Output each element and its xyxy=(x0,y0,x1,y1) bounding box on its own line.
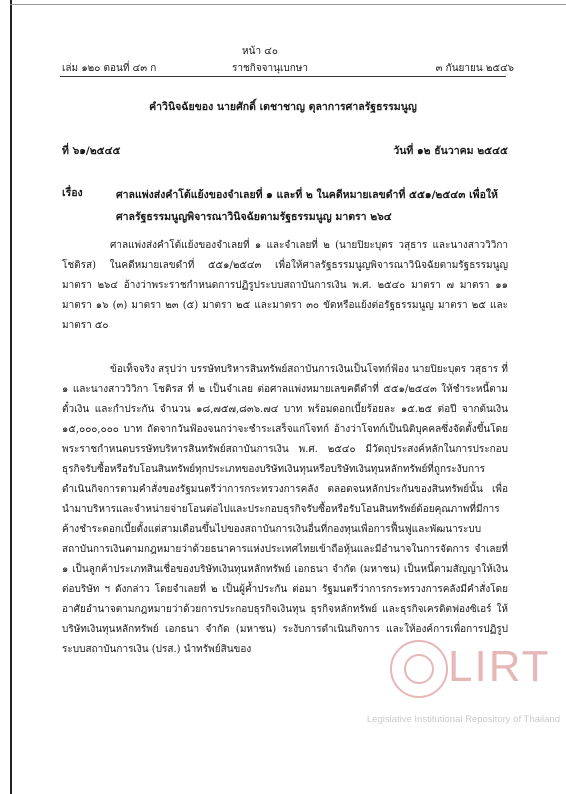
decision-number: ที่ ๖๑/๒๕๔๕ xyxy=(62,145,121,157)
document-title: คำวินิจฉัยของ นายศักดิ์ เตชาชาญ ตุลาการศาลรัฐธรรมนูญ xyxy=(149,101,417,113)
header-divider xyxy=(60,76,506,77)
scan-top-edge xyxy=(10,4,566,5)
paragraph-1: ศาลแพ่งส่งคำโต้แย้งของจำเลยที่ ๑ และจำเลยที่ ๒ (นายปิยะบุตร วสุธาร และนางสาววิวิกา โชติรส) ในคดีหมายเลขดำที่ ๕๕๑/๒๕๔๓ เพื่อให้ศาลรัฐธรรมนูญพิจารณาวินิจฉัยตามรัฐธรรมนูญ มาตรา ๒๖๔ อ้างว่าพระราชกำหนดการปฏิรูประบบสถาบันการเงิน พ.ศ. ๒๕๔๐ มาตรา ๗ มาตรา ๑๑ มาตรา ๑๖ (๓) มาตรา ๒๓ (๕) มาตรา ๒๕ และมาตรา ๓๐ ขัดหรือแย้งต่อรัฐธรรมนูญ มาตรา ๒๕ และมาตรา ๕๐ xyxy=(62,240,508,331)
subject-text: ศาลแพ่งส่งคำโต้แย้งของจำเลยที่ ๑ และที่ ๒ ในคดีหมายเลขดำที่ ๕๕๑/๒๕๔๓ เพื่อให้ศาลรัฐธรรมนูญพิจารณาวินิจฉัยตามรัฐธรรมนูญ มาตรา ๒๖๔ xyxy=(116,189,498,223)
seal-icon xyxy=(390,640,448,698)
watermark-logo: LIRT xyxy=(448,642,551,691)
gazette-name: ราชกิจจานุเบกษา xyxy=(231,63,309,74)
gazette-volume: เล่ม ๑๒๐ ตอนที่ ๔๓ ก xyxy=(62,63,157,74)
paragraph-2: ข้อเท็จจริง สรุปว่า บรรษัทบริหารสินทรัพย์สถาบันการเงินเป็นโจทก์ฟ้อง นายปิยะบุตร วสุธาร ที่ ๑ และนางสาววิวิกา โชติรส ที่ ๒ เป็นจำเลย ต่อศาลแพ่งหมายเลขคดีดำที่ ๕๕๑/๒๕๔๓ ให้ชำระหนี้ตามตั๋วเงิน และกำประกัน จำนวน ๑๘,๗๕๗,๘๓๖.๗๔ บาท พร้อมดอกเบี้ยร้อยละ ๑๕.๒๕ ต่อปี จากต้นเงิน ๑๕,๐๐๐,๐๐๐ บาท ถัดจากวันฟ้องจนกว่าจะชำระเสร็จแก่โจทก์ อ้างว่าโจทก์เป็นนิติบุคคลซึ่งจัดตั้งขึ้นโดยพระราชกำหนดบรรษัทบริหารสินทรัพย์สถาบันการเงิน พ.ศ. ๒๕๔๐ มีวัตถุประสงค์หลักในการประกอบธุรกิจรับซื้อหรือรับโอนสินทรัพย์ทุกประเภทของบริษัทเงินทุนหรือบริษัทเงินทุนหลักทรัพย์ที่ถูกระงับการดำเนินกิจการตามคำสั่งของรัฐมนตรีว่าการกระทรวงการคลัง ตลอดจนหลักประกันของสินทรัพย์นั้น เพื่อนำมาบริหารและจำหน่ายจ่ายโอนต่อไปและประกอบธุรกิจรับซื้อหรือรับโอนสินทรัพย์ด้อยคุณภาพที่มีการค้างชำระดอกเบี้ยตั้งแต่สามเดือนขึ้นไปของสถาบันการเงินอื่นที่กองทุนเพื่อการฟื้นฟูและพัฒนาระบบสถาบันการเงินตามกฎหมายว่าด้วยธนาคารแห่งประเทศไทยเข้าถือหุ้นและมีอำนาจในการจัดการ จำเลยที่ ๑ เป็นลูกค้าประเภทสินเชื่อของบริษัทเงินทุนหลักทรัพย์ เอกธนา จำกัด (มหาชน) เป็นหนี้ตามสัญญาให้เงินต่อบริษัท ฯ ดังกล่าว โดยจำเลยที่ ๒ เป็นผู้ค้ำประกัน ต่อมา รัฐมนตรีว่าการกระทรวงการคลังมีคำสั่งโดยอาศัยอำนาจตามกฎหมายว่าด้วยการประกอบธุรกิจเงินทุน ธุรกิจหลักทรัพย์ และธุรกิจเครดิตฟองซิเอร์ ให้บริษัทเงินทุนหลักทรัพย์ เอกธนา จำกัด (มหาชน) ระงับการดำเนินกิจการ และให้องค์การเพื่อการปฏิรูประบบสถาบันการเงิน (ปรส.) นำทรัพย์สินของ xyxy=(62,364,508,655)
watermark-caption: Legislative Institutional Repository of Thailand xyxy=(366,714,560,725)
watermark xyxy=(366,640,560,770)
scan-edge xyxy=(10,0,12,794)
page-number: หน้า ๔๐ xyxy=(242,46,278,57)
gazette-date: ๓ กันยายน ๒๕๔๖ xyxy=(435,63,514,74)
subject-label: เรื่อง xyxy=(62,187,83,199)
decision-date: วันที่ ๑๒ ธันวาคม ๒๕๔๕ xyxy=(393,145,508,157)
